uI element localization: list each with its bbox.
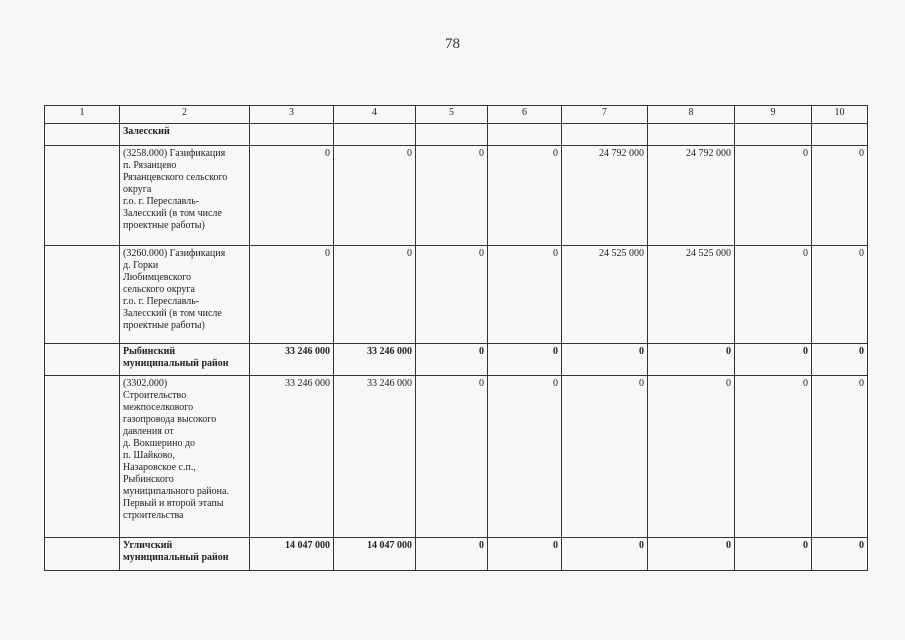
amount-cell: 0 [416,538,488,571]
amount-cell: 14 047 000 [250,538,334,571]
amount-cell: 0 [812,538,868,571]
amount-cell [334,124,416,146]
amount-cell: 0 [648,538,735,571]
column-header: 2 [120,106,250,124]
amount-cell: 0 [735,146,812,246]
amount-cell: 33 246 000 [334,376,416,538]
amount-cell [416,124,488,146]
amount-cell: 0 [812,246,868,344]
row-index-cell [45,124,120,146]
row-index-cell [45,344,120,376]
row-index-cell [45,146,120,246]
item-name-cell: Залесский [120,124,250,146]
amount-cell: 0 [812,376,868,538]
amount-cell [735,124,812,146]
column-header: 10 [812,106,868,124]
amount-cell: 0 [334,246,416,344]
amount-cell: 0 [488,376,562,538]
amount-cell: 0 [648,344,735,376]
amount-cell [648,124,735,146]
amount-cell: 0 [562,344,648,376]
amount-cell: 0 [488,538,562,571]
item-name-cell: (3260.000) Газификация д. Горки Любимцевского сельского округа г.о. г. Переславль- Залесский (в том числе проектные работы) [120,246,250,344]
amount-cell: 33 246 000 [250,376,334,538]
header-row [45,106,868,124]
column-header: 6 [488,106,562,124]
amount-cell: 0 [812,344,868,376]
amount-cell: 0 [735,376,812,538]
amount-cell: 0 [812,146,868,246]
amount-cell: 0 [416,344,488,376]
column-header: 5 [416,106,488,124]
column-header: 8 [648,106,735,124]
amount-cell: 24 792 000 [562,146,648,246]
table-row [45,376,868,538]
amount-cell: 0 [416,146,488,246]
amount-cell: 24 792 000 [648,146,735,246]
amount-cell: 0 [562,376,648,538]
amount-cell: 0 [334,146,416,246]
budget-table [44,105,868,571]
amount-cell: 14 047 000 [334,538,416,571]
amount-cell: 33 246 000 [250,344,334,376]
table-row [45,538,868,571]
amount-cell: 0 [250,146,334,246]
table-row [45,146,868,246]
column-header: 4 [334,106,416,124]
row-index-cell [45,376,120,538]
item-name-cell: Угличский муниципальный район [120,538,250,571]
column-header: 9 [735,106,812,124]
page-number: 78 [445,36,460,52]
amount-cell: 0 [735,538,812,571]
amount-cell: 0 [648,376,735,538]
column-header: 7 [562,106,648,124]
amount-cell: 0 [416,246,488,344]
column-header: 3 [250,106,334,124]
amount-cell: 0 [416,376,488,538]
table-row [45,124,868,146]
column-header: 1 [45,106,120,124]
amount-cell: 0 [250,246,334,344]
amount-cell: 33 246 000 [334,344,416,376]
amount-cell: 0 [488,146,562,246]
amount-cell: 24 525 000 [562,246,648,344]
amount-cell: 0 [488,246,562,344]
item-name-cell: Рыбинский муниципальный район [120,344,250,376]
row-index-cell [45,538,120,571]
amount-cell: 0 [735,344,812,376]
amount-cell [562,124,648,146]
amount-cell: 0 [562,538,648,571]
amount-cell: 24 525 000 [648,246,735,344]
amount-cell [488,124,562,146]
amount-cell [250,124,334,146]
table-row [45,246,868,344]
item-name-cell: (3302.000) Строительство межпоселкового газопровода высокого давления от д. Вокшерино до п. Шайково, Назаровское с.п., Рыбинского муниципального района. Первый и второй этапы строительства [120,376,250,538]
amount-cell: 0 [488,344,562,376]
amount-cell [812,124,868,146]
item-name-cell: (3258.000) Газификация п. Рязанцево Рязанцевского сельского округа г.о. г. Переславль- Залесский (в том числе проектные работы) [120,146,250,246]
row-index-cell [45,246,120,344]
table-row [45,344,868,376]
amount-cell: 0 [735,246,812,344]
